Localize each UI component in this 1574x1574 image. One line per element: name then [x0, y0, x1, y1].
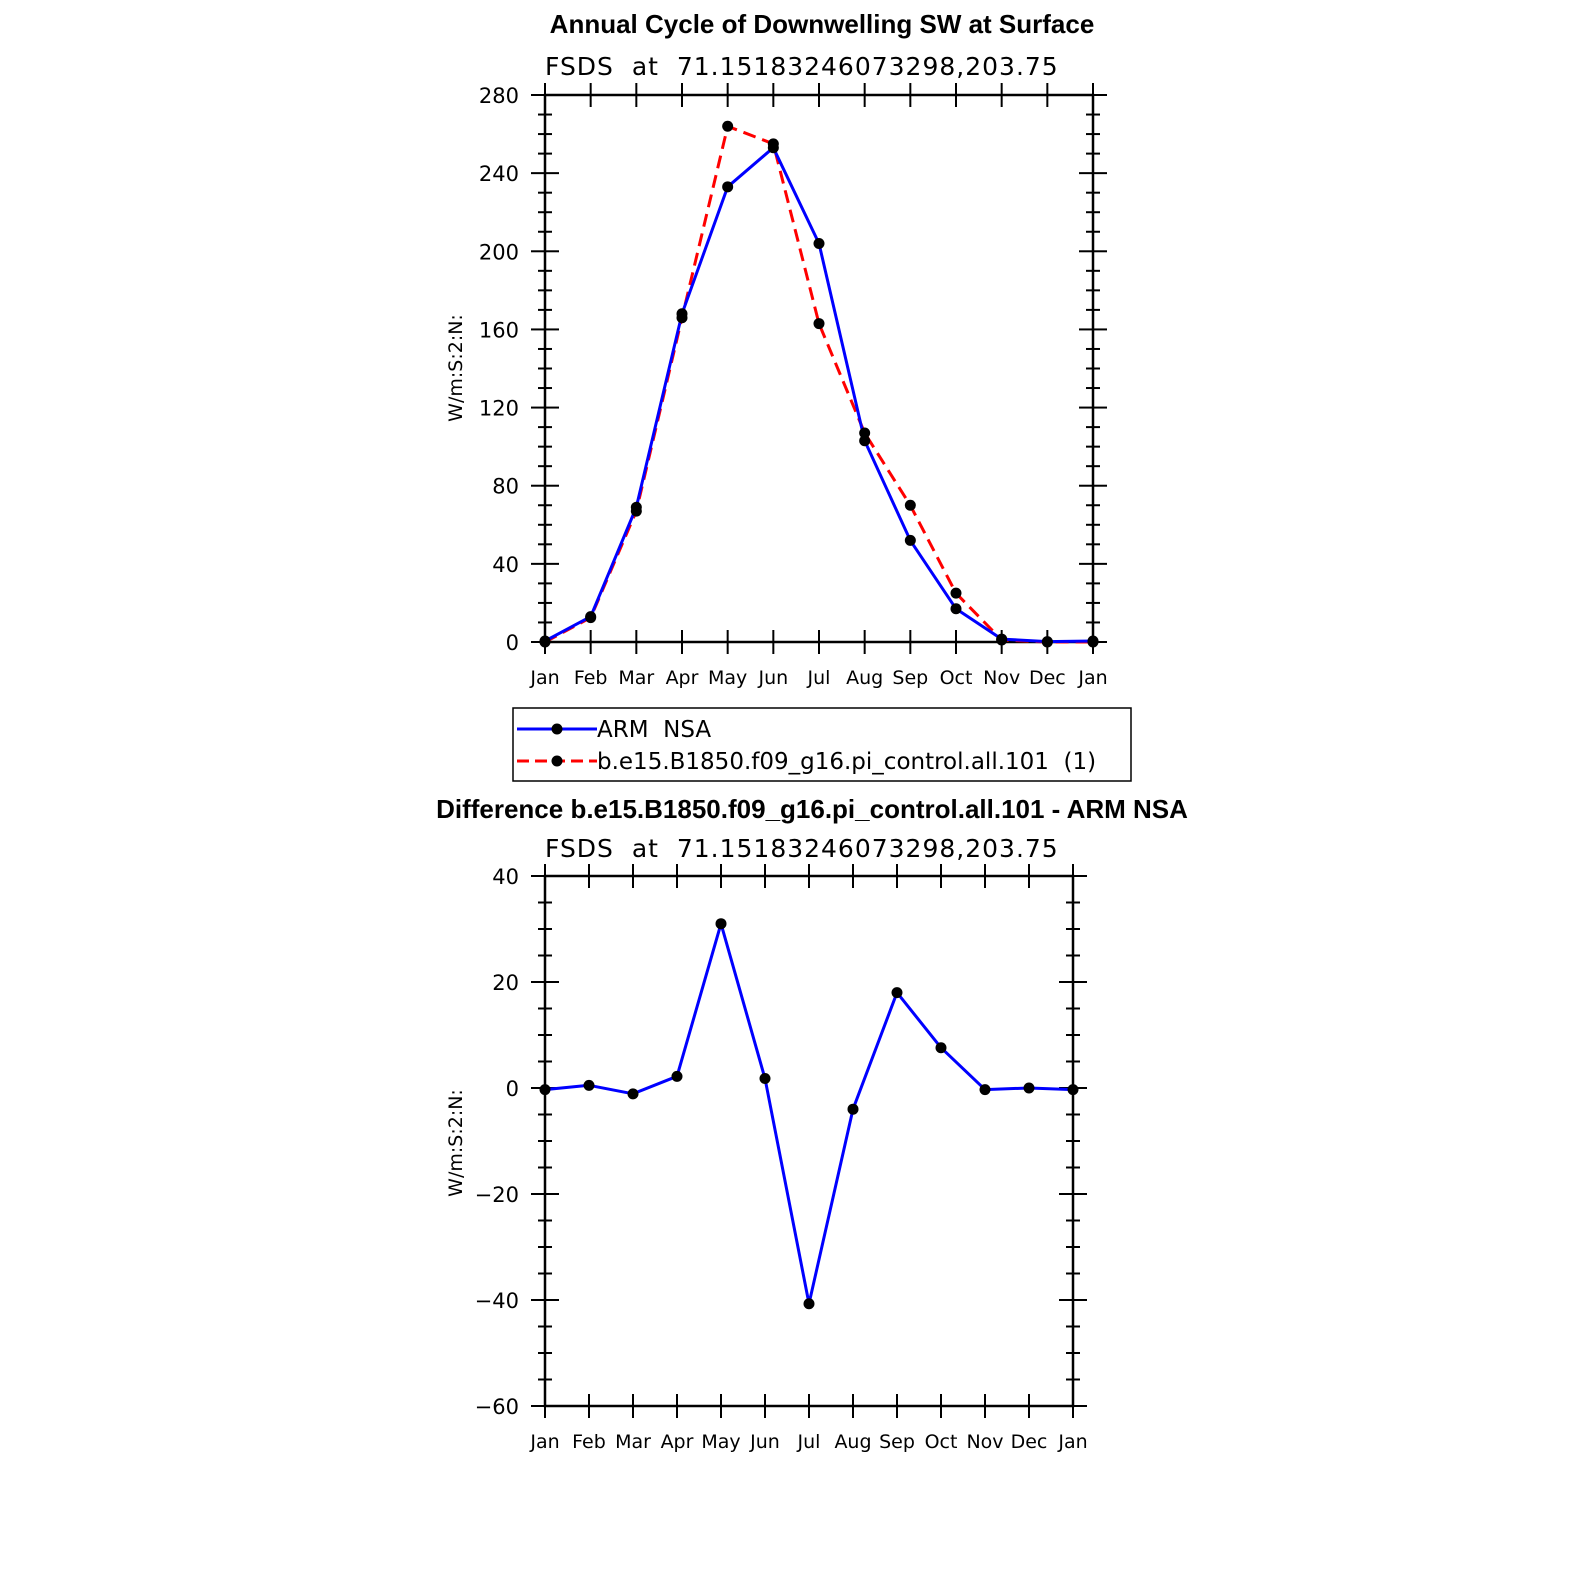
bottom-chart-series-0-point — [760, 1073, 771, 1084]
top-chart-frame — [545, 95, 1093, 642]
top-chart-y-tick-label: 240 — [478, 162, 519, 187]
top-chart-series-0-point — [1042, 636, 1053, 647]
bottom-chart-series-0-point — [804, 1298, 815, 1309]
top-chart-x-tick-label: Feb — [573, 667, 608, 689]
bottom-chart-x-tick-label: Sep — [879, 1431, 915, 1453]
bottom-chart-series-0-point — [936, 1042, 947, 1053]
top-chart-series-0-point — [951, 603, 962, 614]
bottom-chart-series-0-point — [584, 1080, 595, 1091]
top-chart-series-1-line — [545, 126, 1093, 642]
top-chart-x-tick-label: Jul — [807, 667, 831, 689]
bottom-chart-x-tick-label: Jan — [1058, 1431, 1088, 1453]
top-chart-subtitle: FSDS at 71.15183246073298,203.75 — [545, 52, 1059, 81]
bottom-chart-y-axis-title: W/m:S:2:N: — [445, 1089, 467, 1197]
top-chart-series-1-point — [905, 500, 916, 511]
legend-model-label: b.e15.B1850.f09_g16.pi_control.all.101 (1) — [597, 749, 1097, 775]
legend-arm-nsa-label: ARM NSA — [597, 717, 712, 743]
top-chart-y-tick-label: 40 — [492, 552, 519, 577]
top-chart-x-tick-label: Mar — [618, 667, 655, 689]
top-chart-x-tick-label: Apr — [665, 667, 699, 689]
bottom-chart-series-0-point — [980, 1084, 991, 1095]
top-chart-title: Annual Cycle of Downwelling SW at Surface — [549, 9, 1095, 39]
top-chart-series-0-point — [631, 502, 642, 513]
bottom-chart-x-tick-label: Jul — [797, 1431, 821, 1453]
bottom-chart-series-0-point — [540, 1084, 551, 1095]
top-chart-series-0-point — [768, 142, 779, 153]
bottom-chart-x-tick-label: Mar — [615, 1431, 651, 1453]
top-chart-x-tick-label: Aug — [846, 667, 884, 689]
bottom-chart-series-0-point — [628, 1088, 639, 1099]
top-chart-series-0-point — [996, 634, 1007, 645]
bottom-chart-series-0-point — [1024, 1083, 1035, 1094]
bottom-chart-y-tick-label: 40 — [492, 865, 519, 889]
top-chart-y-tick-label: 280 — [478, 84, 519, 108]
bottom-chart-plot — [475, 864, 1088, 1453]
bottom-chart-series-0-point — [1068, 1084, 1079, 1095]
bottom-chart-x-tick-label: Nov — [966, 1431, 1004, 1453]
bottom-chart-x-tick-label: Aug — [834, 1431, 872, 1453]
top-chart-y-tick-label: 160 — [478, 318, 519, 343]
bottom-chart-y-tick-label: −60 — [474, 1395, 519, 1419]
legend — [513, 708, 1131, 781]
top-chart-x-tick-label: Sep — [892, 667, 929, 689]
top-chart-x-tick-label: Nov — [983, 667, 1021, 689]
top-chart-series-1-point — [951, 588, 962, 599]
bottom-chart-y-tick-label: −20 — [474, 1183, 519, 1207]
top-chart-series-0-point — [1088, 636, 1099, 647]
top-chart-x-tick-label: May — [708, 667, 748, 689]
top-chart-x-tick-label: Jun — [758, 667, 789, 689]
bottom-chart-x-tick-label: Dec — [1010, 1431, 1048, 1453]
bottom-chart-x-tick-label: Apr — [660, 1431, 694, 1453]
bottom-chart-y-tick-label: 0 — [505, 1077, 519, 1101]
legend-arm-nsa-marker — [552, 724, 563, 735]
top-chart-series-0-point — [677, 308, 688, 319]
top-chart-series-0-point — [540, 636, 551, 647]
top-chart-series-0-point — [859, 435, 870, 446]
bottom-chart-series-0-point — [848, 1104, 859, 1115]
top-chart-series-1-point — [814, 318, 825, 329]
bottom-chart-y-tick-label: 20 — [492, 971, 519, 995]
top-chart-x-tick-label: Jan — [1078, 667, 1108, 689]
top-chart-series-0-point — [814, 238, 825, 249]
top-chart-plot — [479, 83, 1108, 689]
top-chart-y-tick-label: 80 — [492, 474, 519, 499]
top-chart-series-1-point — [722, 121, 733, 132]
bottom-chart-x-tick-label: Oct — [924, 1431, 958, 1453]
top-chart-y-axis-title: W/m:S:2:N: — [445, 314, 467, 422]
bottom-chart-subtitle: FSDS at 71.15183246073298,203.75 — [545, 834, 1059, 863]
top-chart-y-tick-label: 120 — [478, 396, 519, 421]
legend-model-marker — [552, 756, 563, 767]
top-chart-series-0-line — [545, 148, 1093, 642]
top-chart-y-tick-label: 0 — [505, 631, 519, 655]
top-chart-x-tick-label: Jan — [530, 667, 560, 689]
top-chart-series-0-point — [722, 181, 733, 192]
top-chart-series-0-point — [585, 611, 596, 622]
bottom-chart-x-tick-label: Jun — [750, 1431, 780, 1453]
bottom-chart-title: Difference b.e15.B1850.f09_g16.pi_control.all.101 - ARM NSA — [436, 794, 1188, 824]
top-chart-x-tick-label: Oct — [939, 667, 973, 689]
top-chart-series-0-point — [905, 535, 916, 546]
bottom-chart-x-tick-label: May — [701, 1431, 741, 1453]
top-chart-y-tick-label: 200 — [478, 240, 519, 265]
bottom-chart-series-0-point — [716, 918, 727, 929]
bottom-chart-series-0-point — [672, 1071, 683, 1082]
bottom-chart-series-0-line — [545, 924, 1073, 1304]
bottom-chart-x-tick-label: Feb — [572, 1431, 606, 1453]
bottom-chart-frame — [545, 876, 1073, 1406]
bottom-chart-series-0-point — [892, 987, 903, 998]
bottom-chart-y-tick-label: −40 — [474, 1289, 519, 1313]
top-chart-x-tick-label: Dec — [1028, 667, 1066, 689]
bottom-chart-x-tick-label: Jan — [530, 1431, 560, 1453]
